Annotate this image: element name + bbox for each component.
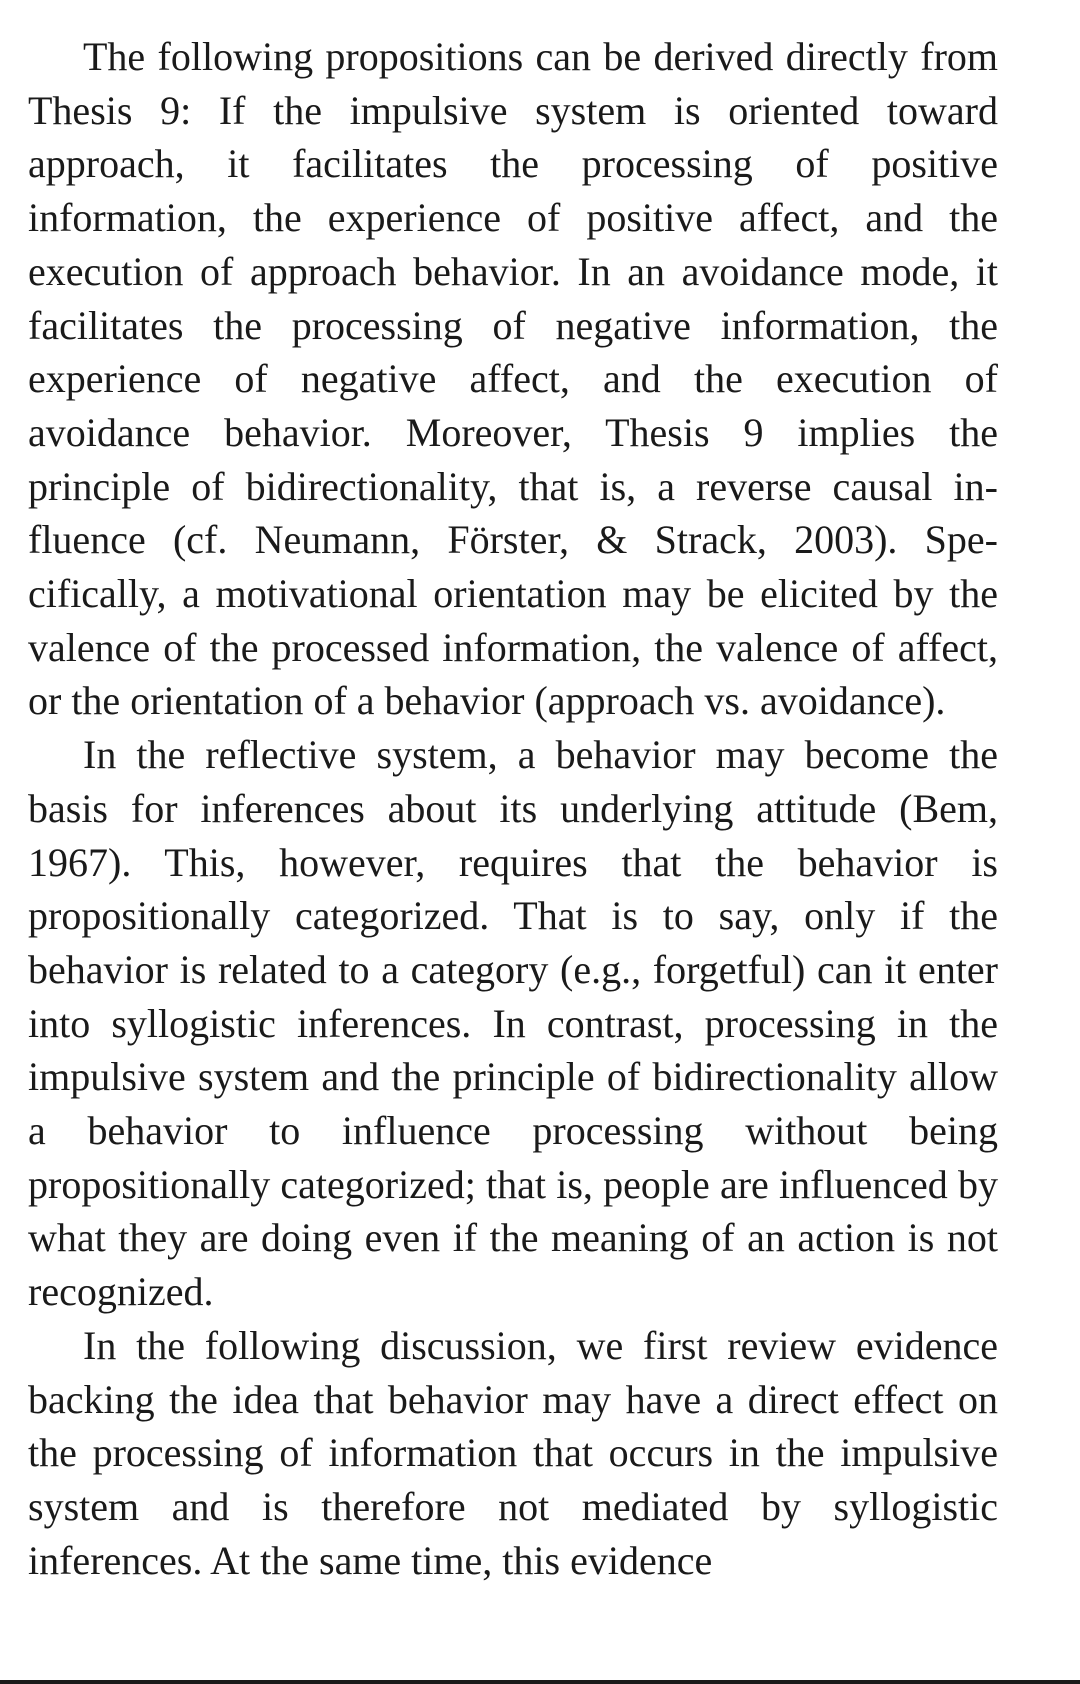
paragraph: In the reflective system, a behavior may become the basis for inferences about its underlying attitude (Bem, 1967). This, however, requires that the behavior is propositionally categorized. That is to say, only if the behavior is related to a category (e.g., forgetful) can it enter into syllogistic inferences. In contrast, processing in the impulsive system and the principle of bidirectionality allow a behavior to influence processing without being propositionally categorized; that is, people are influenced by what they are doing even if the meaning of an action is not recognized.: [28, 732, 998, 1315]
paragraph: In the following discussion, we first review evidence backing the idea that behavior may have a direct effect on the processing of information that occurs in the impulsive system and is therefore not mediated by syllogistic inferences. At the same time, this evidence: [28, 1322, 998, 1583]
document-page: [28, 30, 998, 1587]
paragraph: The following propositions can be derived directly from Thesis 9: If the impulsive system is oriented toward approach, it facilitates the processing of positive information, the experience of positive affect, and the execution of approach behavior. In an avoidance mode, it facilitates the processing of negative information, the experience of negative affect, and the execution of avoidance behavior. Moreover, Thesis 9 implies the principle of bidirectionality, that is, a reverse causal influence (cf. Neumann, Förster, & Strack, 2003). Specifically, a motivational orientation may be elicited by the valence of the processed information, the valence of affect, or the orientation of a behavior (approach vs. avoidance).: [28, 34, 998, 724]
page-bottom-edge: [0, 1680, 1080, 1684]
